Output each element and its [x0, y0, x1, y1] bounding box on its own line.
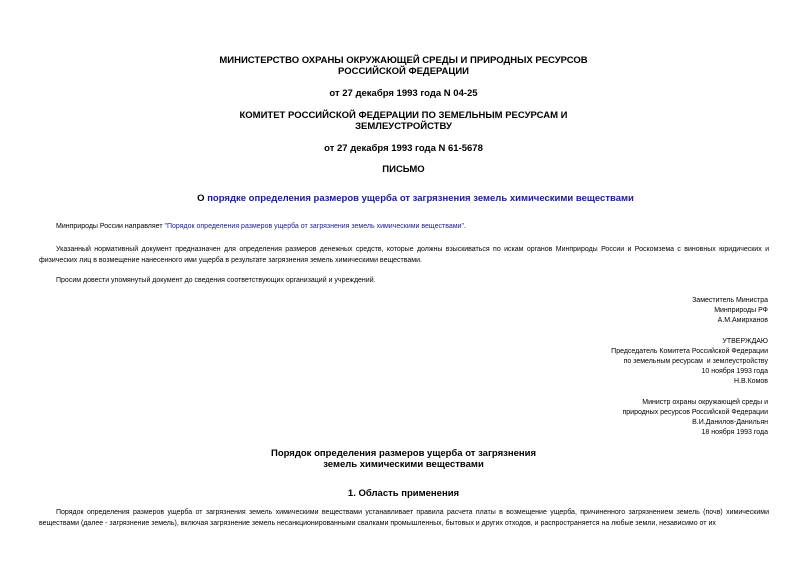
signature-line3: А.М.Амирханов: [717, 317, 768, 324]
subject-prefix: О: [197, 193, 208, 204]
subject-link[interactable]: порядке определения размеров ущерба от загрязнения земель химическими веществами: [207, 193, 634, 204]
procedure-link[interactable]: "Порядок определения размеров ущерба от загрязнения земель химическими веществами": [164, 223, 464, 230]
approval-line3: 10 ноября 1993 года: [701, 368, 768, 375]
committee-name-line2: ЗЕМЛЕУСТРОЙСТВУ: [355, 121, 452, 132]
letter-paragraph-2: Указанный нормативный документ предназначен для определения размеров денежных средств, которые должны взыскиваться по искам органов Минприроды России и Роскомзема с виновных юридических и физических лиц в возмещение нанесенного ими ущерба в результате загрязнения земель химическими веществами.: [39, 246, 769, 264]
procedure-title-line2: земель химическими веществами: [323, 459, 484, 470]
approval-line6: природных ресурсов Российской Федерации: [622, 409, 768, 416]
approval-line2: по земельным ресурсам и землеустройству: [623, 358, 768, 365]
section1-paragraph-1: Порядок определения размеров ущерба от загрязнения земель химическими веществами устанавливает правила расчета платы в возмещение ущерба, причиненного загрязнением земель (почв) химическими веществами (далее - загрязнение земель), включая загрязнение земель несанкционированными свалками промышленных, бытовых и других отходов, и распространяется на любые земли, независимо от их: [39, 509, 769, 527]
ministry-name-line2: РОССИЙСКОЙ ФЕДЕРАЦИИ: [337, 66, 469, 77]
letter-paragraph-1: [39, 222, 769, 233]
ministry-date: от 27 декабря 1993 года N 04-25: [329, 88, 478, 99]
document-type: ПИСЬМО: [382, 164, 425, 175]
approval-line1: Председатель Комитета Российской Федерации: [611, 348, 768, 355]
procedure-title-line1: Порядок определения размеров ущерба от загрязнения: [270, 448, 537, 459]
letter-paragraph-3: Просим довести упомянутый документ до сведения соответствующих организаций и учреждений.: [56, 277, 376, 284]
approval-line4: Н.В.Комов: [733, 378, 768, 385]
approval-line7: В.И.Данилов-Данильян: [692, 419, 768, 426]
p1-suffix: .: [463, 223, 466, 230]
approval-label: УТВЕРЖДАЮ: [722, 338, 768, 345]
signature-line2: Минприроды РФ: [714, 307, 768, 314]
section1-title: 1. Область применения: [347, 488, 460, 499]
letter-subject: [12, 193, 807, 204]
signature-line1: Заместитель Министра: [692, 297, 768, 304]
ministry-name-line1: МИНИСТЕРСТВО ОХРАНЫ ОКРУЖАЮЩЕЙ СРЕДЫ И ПРИРОДНЫХ РЕСУРСОВ: [219, 55, 588, 66]
p1-prefix: Минприроды России направляет: [56, 223, 165, 230]
approval-line5: Министр охраны окружающей среды и: [642, 399, 768, 406]
committee-name-line1: КОМИТЕТ РОССИЙСКОЙ ФЕДЕРАЦИИ ПО ЗЕМЕЛЬНЫМ РЕСУРСАМ И: [239, 110, 568, 121]
committee-date: от 27 декабря 1993 года N 61-5678: [324, 143, 483, 154]
approval-line8: 18 ноября 1993 года: [701, 429, 768, 436]
